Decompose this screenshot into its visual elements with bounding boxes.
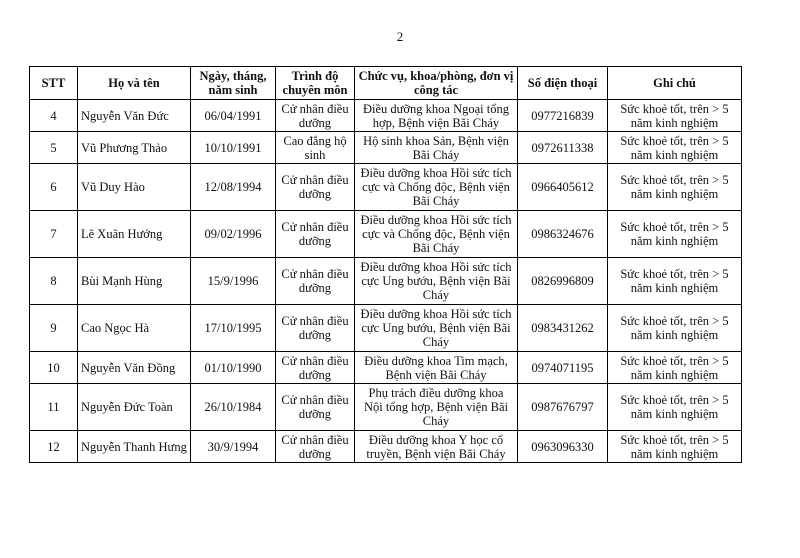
header-phone: Số điện thoại bbox=[518, 67, 608, 100]
cell-phone: 0972611338 bbox=[518, 132, 608, 164]
cell-stt: 9 bbox=[30, 305, 78, 352]
cell-note: Sức khoẻ tốt, trên > 5 năm kinh nghiệm bbox=[608, 431, 742, 463]
cell-stt: 11 bbox=[30, 384, 78, 431]
cell-position: Hộ sinh khoa Sản, Bệnh viện Bãi Cháy bbox=[355, 132, 518, 164]
cell-position: Phụ trách điều dưỡng khoa Nội tổng hợp, Bệnh viện Bãi Cháy bbox=[355, 384, 518, 431]
cell-qualification: Cử nhân điều dưỡng bbox=[276, 384, 355, 431]
cell-dob: 01/10/1990 bbox=[191, 352, 276, 384]
cell-note: Sức khoẻ tốt, trên > 5 năm kinh nghiệm bbox=[608, 164, 742, 211]
cell-name: Lê Xuân Hướng bbox=[78, 211, 191, 258]
cell-phone: 0977216839 bbox=[518, 100, 608, 132]
table-row bbox=[30, 164, 742, 211]
cell-qualification: Cử nhân điều dưỡng bbox=[276, 164, 355, 211]
cell-phone: 0826996809 bbox=[518, 258, 608, 305]
cell-note: Sức khoẻ tốt, trên > 5 năm kinh nghiệm bbox=[608, 305, 742, 352]
cell-name: Nguyễn Thanh Hưng bbox=[78, 431, 191, 463]
cell-phone: 0987676797 bbox=[518, 384, 608, 431]
table-row bbox=[30, 384, 742, 431]
cell-position: Điều dưỡng khoa Ngoại tổng hợp, Bệnh viện Bãi Cháy bbox=[355, 100, 518, 132]
header-position: Chức vụ, khoa/phòng, đơn vị công tác bbox=[355, 67, 518, 100]
cell-phone: 0974071195 bbox=[518, 352, 608, 384]
table-row bbox=[30, 132, 742, 164]
header-note: Ghi chú bbox=[608, 67, 742, 100]
cell-phone: 0966405612 bbox=[518, 164, 608, 211]
table-row bbox=[30, 100, 742, 132]
cell-note: Sức khoẻ tốt, trên > 5 năm kinh nghiệm bbox=[608, 352, 742, 384]
cell-stt: 4 bbox=[30, 100, 78, 132]
header-dob: Ngày, tháng, năm sinh bbox=[191, 67, 276, 100]
cell-stt: 6 bbox=[30, 164, 78, 211]
header-qualification: Trình độ chuyên môn bbox=[276, 67, 355, 100]
cell-phone: 0963096330 bbox=[518, 431, 608, 463]
cell-note: Sức khoẻ tốt, trên > 5 năm kinh nghiệm bbox=[608, 100, 742, 132]
cell-name: Nguyễn Văn Đức bbox=[78, 100, 191, 132]
cell-note: Sức khoẻ tốt, trên > 5 năm kinh nghiệm bbox=[608, 258, 742, 305]
cell-dob: 06/04/1991 bbox=[191, 100, 276, 132]
cell-qualification: Cử nhân điều dưỡng bbox=[276, 211, 355, 258]
cell-dob: 30/9/1994 bbox=[191, 431, 276, 463]
cell-phone: 0983431262 bbox=[518, 305, 608, 352]
cell-name: Vũ Phương Thảo bbox=[78, 132, 191, 164]
table-row bbox=[30, 258, 742, 305]
cell-name: Nguyễn Đức Toàn bbox=[78, 384, 191, 431]
cell-dob: 12/08/1994 bbox=[191, 164, 276, 211]
table-row bbox=[30, 431, 742, 463]
cell-position: Điều dưỡng khoa Y học cổ truyền, Bệnh viện Bãi Cháy bbox=[355, 431, 518, 463]
cell-position: Điều dưỡng khoa Hồi sức tích cực và Chống độc, Bệnh viện Bãi Cháy bbox=[355, 164, 518, 211]
table-row bbox=[30, 352, 742, 384]
cell-note: Sức khoẻ tốt, trên > 5 năm kinh nghiệm bbox=[608, 384, 742, 431]
cell-note: Sức khoẻ tốt, trên > 5 năm kinh nghiệm bbox=[608, 211, 742, 258]
cell-phone: 0986324676 bbox=[518, 211, 608, 258]
header-stt: STT bbox=[30, 67, 78, 100]
cell-stt: 7 bbox=[30, 211, 78, 258]
cell-qualification: Cử nhân điều dưỡng bbox=[276, 258, 355, 305]
header-name: Họ và tên bbox=[78, 67, 191, 100]
cell-position: Điều dưỡng khoa Hồi sức tích cực Ung bướu, Bệnh viện Bãi Cháy bbox=[355, 305, 518, 352]
cell-position: Điều dưỡng khoa Hồi sức tích cực Ung bướu, Bệnh viện Bãi Cháy bbox=[355, 258, 518, 305]
cell-name: Nguyễn Văn Đồng bbox=[78, 352, 191, 384]
cell-stt: 12 bbox=[30, 431, 78, 463]
cell-stt: 10 bbox=[30, 352, 78, 384]
cell-note: Sức khoẻ tốt, trên > 5 năm kinh nghiệm bbox=[608, 132, 742, 164]
cell-stt: 5 bbox=[30, 132, 78, 164]
cell-qualification: Cử nhân điều dưỡng bbox=[276, 431, 355, 463]
cell-qualification: Cao đẳng hộ sinh bbox=[276, 132, 355, 164]
cell-name: Vũ Duy Hào bbox=[78, 164, 191, 211]
table-header-row bbox=[30, 67, 742, 100]
cell-stt: 8 bbox=[30, 258, 78, 305]
cell-qualification: Cử nhân điều dưỡng bbox=[276, 352, 355, 384]
cell-dob: 15/9/1996 bbox=[191, 258, 276, 305]
cell-qualification: Cử nhân điều dưỡng bbox=[276, 305, 355, 352]
staff-table bbox=[29, 66, 742, 463]
table-row bbox=[30, 305, 742, 352]
cell-position: Điều dưỡng khoa Tim mạch, Bệnh viện Bãi Cháy bbox=[355, 352, 518, 384]
cell-qualification: Cử nhân điều dưỡng bbox=[276, 100, 355, 132]
page-number: 2 bbox=[396, 29, 404, 44]
cell-dob: 10/10/1991 bbox=[191, 132, 276, 164]
table-row bbox=[30, 211, 742, 258]
cell-dob: 09/02/1996 bbox=[191, 211, 276, 258]
cell-name: Cao Ngọc Hà bbox=[78, 305, 191, 352]
cell-dob: 17/10/1995 bbox=[191, 305, 276, 352]
cell-dob: 26/10/1984 bbox=[191, 384, 276, 431]
cell-position: Điều dưỡng khoa Hồi sức tích cực và Chống độc, Bệnh viện Bãi Cháy bbox=[355, 211, 518, 258]
cell-name: Bùi Mạnh Hùng bbox=[78, 258, 191, 305]
